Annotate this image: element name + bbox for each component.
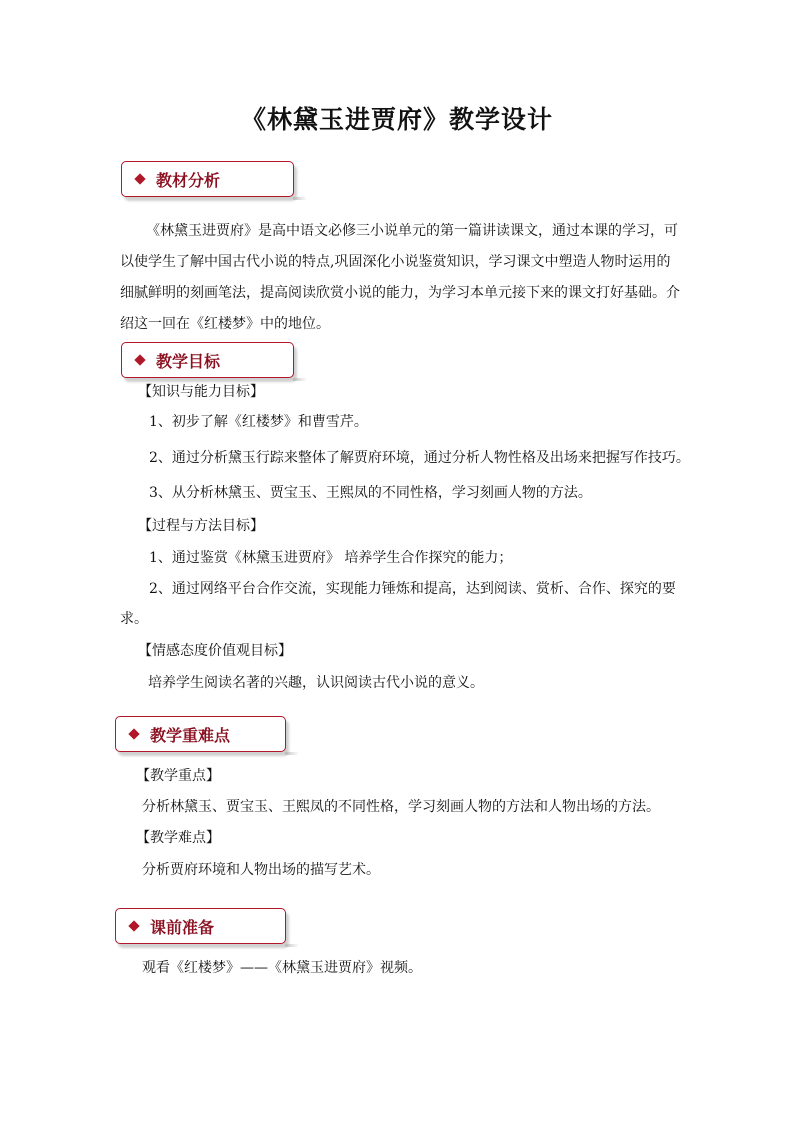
focus-text: 分析林黛玉、贾宝玉、王熙凤的不同性格，学习刻画人物的方法和人物出场的方法。 (142, 799, 660, 815)
emotion-objectives-label: 【情感态度价值观目标】 (138, 643, 292, 659)
objective-item: 2、通过网络平台合作交流，实现能力锤炼和提高，达到阅读、赏析、合作、探究的要 (149, 581, 676, 597)
preparation-text: 观看《红楼梦》——《林黛玉进贾府》视频。 (142, 960, 422, 976)
objective-item: 3、从分析林黛玉、贾宝玉、王熙凤的不同性格，学习刻画人物的方法。 (149, 485, 592, 501)
section-heading: 教材分析 (156, 171, 221, 190)
section-header-preparation (115, 908, 286, 944)
objective-item: 2、通过分析黛玉行踪来整体了解贾府环境，通过分析人物性格及出场来把握写作技巧。 (149, 450, 690, 466)
section-heading: 教学目标 (156, 352, 221, 371)
paragraph-line: 以使学生了解中国古代小说的特点,巩固深化小说鉴赏知识，学习课文中塑造人物时运用的 (120, 254, 671, 270)
objective-item: 1、初步了解《红楼梦》和曹雪芹。 (149, 414, 368, 430)
knowledge-objectives-label: 【知识与能力目标】 (138, 384, 264, 400)
paragraph-line: 绍这一回在《红楼梦》中的地位。 (120, 316, 330, 332)
diamond-bullet-icon (128, 920, 139, 931)
section-header-analysis (121, 161, 294, 197)
focus-label: 【教学重点】 (136, 768, 220, 784)
page-title: 《林黛玉进贾府》教学设计 (240, 105, 553, 134)
section-heading: 课前准备 (150, 918, 215, 937)
section-header-objectives (121, 342, 294, 378)
difficulty-label: 【教学难点】 (136, 830, 220, 846)
objective-item: 1、通过鉴赏《林黛玉进贾府》 培养学生合作探究的能力； (149, 550, 513, 566)
objective-item: 培养学生阅读名著的兴趣，认识阅读古代小说的意义。 (148, 675, 484, 691)
section-header-key-points (115, 716, 286, 752)
diamond-bullet-icon (134, 354, 145, 365)
diamond-bullet-icon (134, 173, 145, 184)
difficulty-text: 分析贾府环境和人物出场的描写艺术。 (142, 862, 380, 878)
section-heading: 教学重难点 (150, 726, 231, 745)
objective-item: 求。 (120, 611, 148, 627)
paragraph-line: 细腻鲜明的刻画笔法，提高阅读欣赏小说的能力，为学习本单元接下来的课文打好基础。介 (120, 285, 680, 301)
process-objectives-label: 【过程与方法目标】 (138, 518, 264, 534)
diamond-bullet-icon (128, 728, 139, 739)
paragraph-line: 《林黛玉进贾府》是高中语文必修三小说单元的第一篇讲读课文，通过本课的学习，可 (146, 223, 678, 239)
